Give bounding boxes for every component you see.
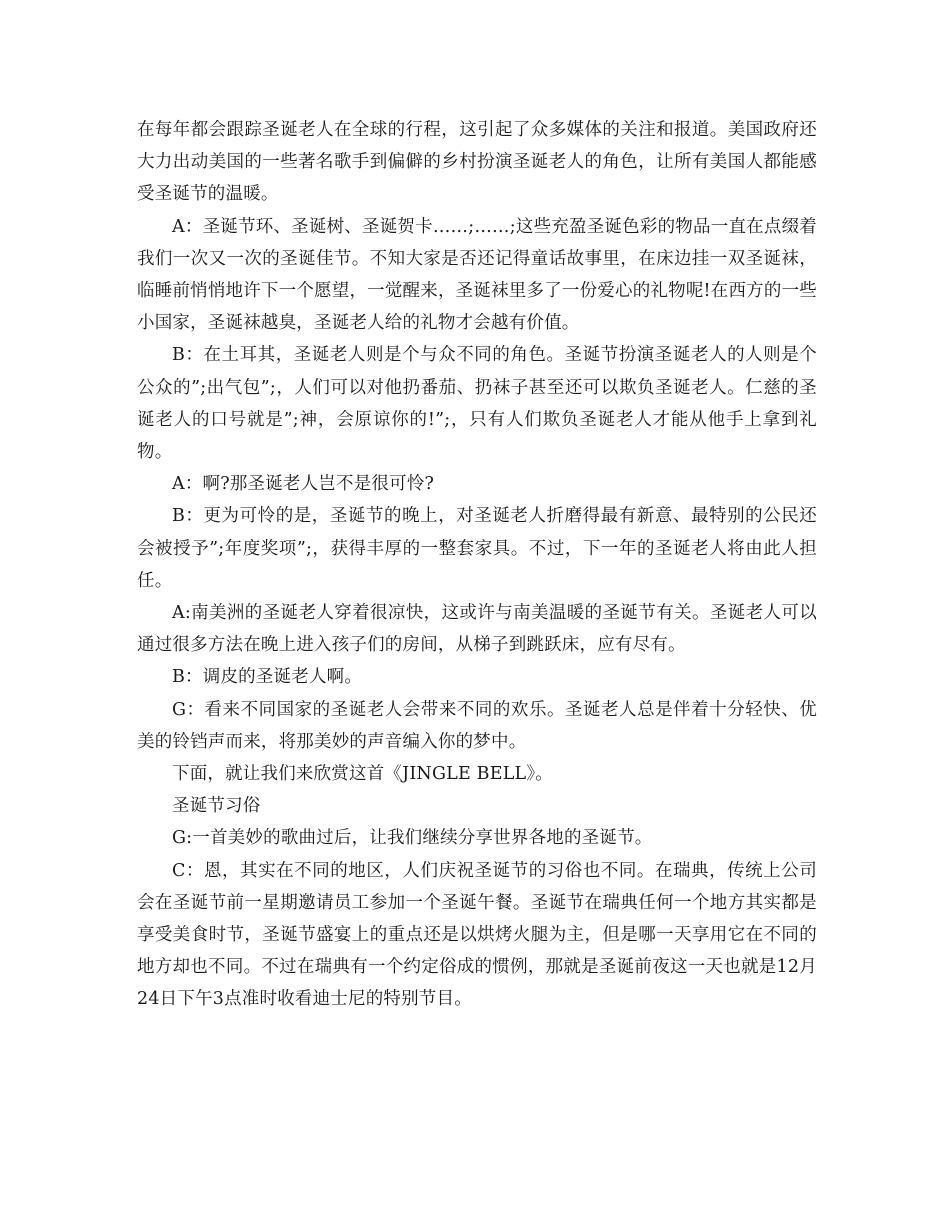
paragraph-g-bells: G：看来不同国家的圣诞老人会带来不同的欢乐。圣诞老人总是伴着十分轻快、优美的铃铛声而来，将那美妙的声音编入你的梦中。 <box>137 699 817 752</box>
paragraph-a-christmas-items: A：圣诞节环、圣诞树、圣诞贺卡……;……;这些充盈圣诞色彩的物品一直在点缀着我们一次又一次的圣诞佳节。不知大家是否还记得童话故事里，在床边挂一双圣诞袜，临睡前悄悄地许下一个愿望，一觉醒来，圣诞袜里多了一份爱心的礼物呢!在西方的一些小国家，圣诞袜越臭，圣诞老人给的礼物才会越有价值。 <box>137 216 817 334</box>
paragraph-a-pity: A：啊?那圣诞老人岂不是很可怜? <box>172 474 435 495</box>
paragraph-b-annual-award: B：更为可怜的是，圣诞节的晚上，对圣诞老人折磨得最有新意、最特别的公民还会被授予”;年度奖项”;，获得丰厚的一整套家具。不过，下一年的圣诞老人将由此人担任。 <box>137 506 817 591</box>
paragraph-tracking-santa: 在每年都会跟踪圣诞老人在全球的行程，这引起了众多媒体的关注和报道。美国政府还大力出动美国的一些著名歌手到偏僻的乡村扮演圣诞老人的角色，让所有美国人都能感受圣诞节的温暖。 <box>137 120 817 205</box>
paragraph-jingle-bell: 下面，就让我们来欣赏这首《JINGLE BELL》。 <box>172 764 554 785</box>
paragraph-b-naughty-santa: B：调皮的圣诞老人啊。 <box>172 667 363 688</box>
paragraph-b-turkey: B：在土耳其，圣诞老人则是个与众不同的角色。圣诞节扮演圣诞老人的人则是个公众的”;出气包”;，人们可以对他扔番茄、扔袜子甚至还可以欺负圣诞老人。仁慈的圣诞老人的口号就是”;神，会原谅你的!”;，只有人们欺负圣诞老人才能从他手上拿到礼物。 <box>137 345 817 463</box>
paragraph-a-south-america: A:南美洲的圣诞老人穿着很凉快，这或许与南美温暖的圣诞节有关。圣诞老人可以通过很多方法在晚上进入孩子们的房间，从梯子到跳跃床，应有尽有。 <box>137 603 817 656</box>
document-body <box>137 114 817 1016</box>
section-heading-customs: 圣诞节习俗 <box>172 796 261 817</box>
paragraph-c-sweden: C：恩，其实在不同的地区，人们庆祝圣诞节的习俗也不同。在瑞典，传统上公司会在圣诞节前一星期邀请员工参加一个圣诞午餐。圣诞节在瑞典任何一个地方其实都是享受美食时节，圣诞节盛宴上的重点还是以烘烤火腿为主，但是哪一天享用它在不同的地方却也不同。不过在瑞典有一个约定俗成的惯例，那就是圣诞前夜这一天也就是12月24日下午3点准时收看迪士尼的特别节目。 <box>137 860 817 1010</box>
paragraph-g-continue: G:一首美妙的歌曲过后，让我们继续分享世界各地的圣诞节。 <box>172 828 653 849</box>
